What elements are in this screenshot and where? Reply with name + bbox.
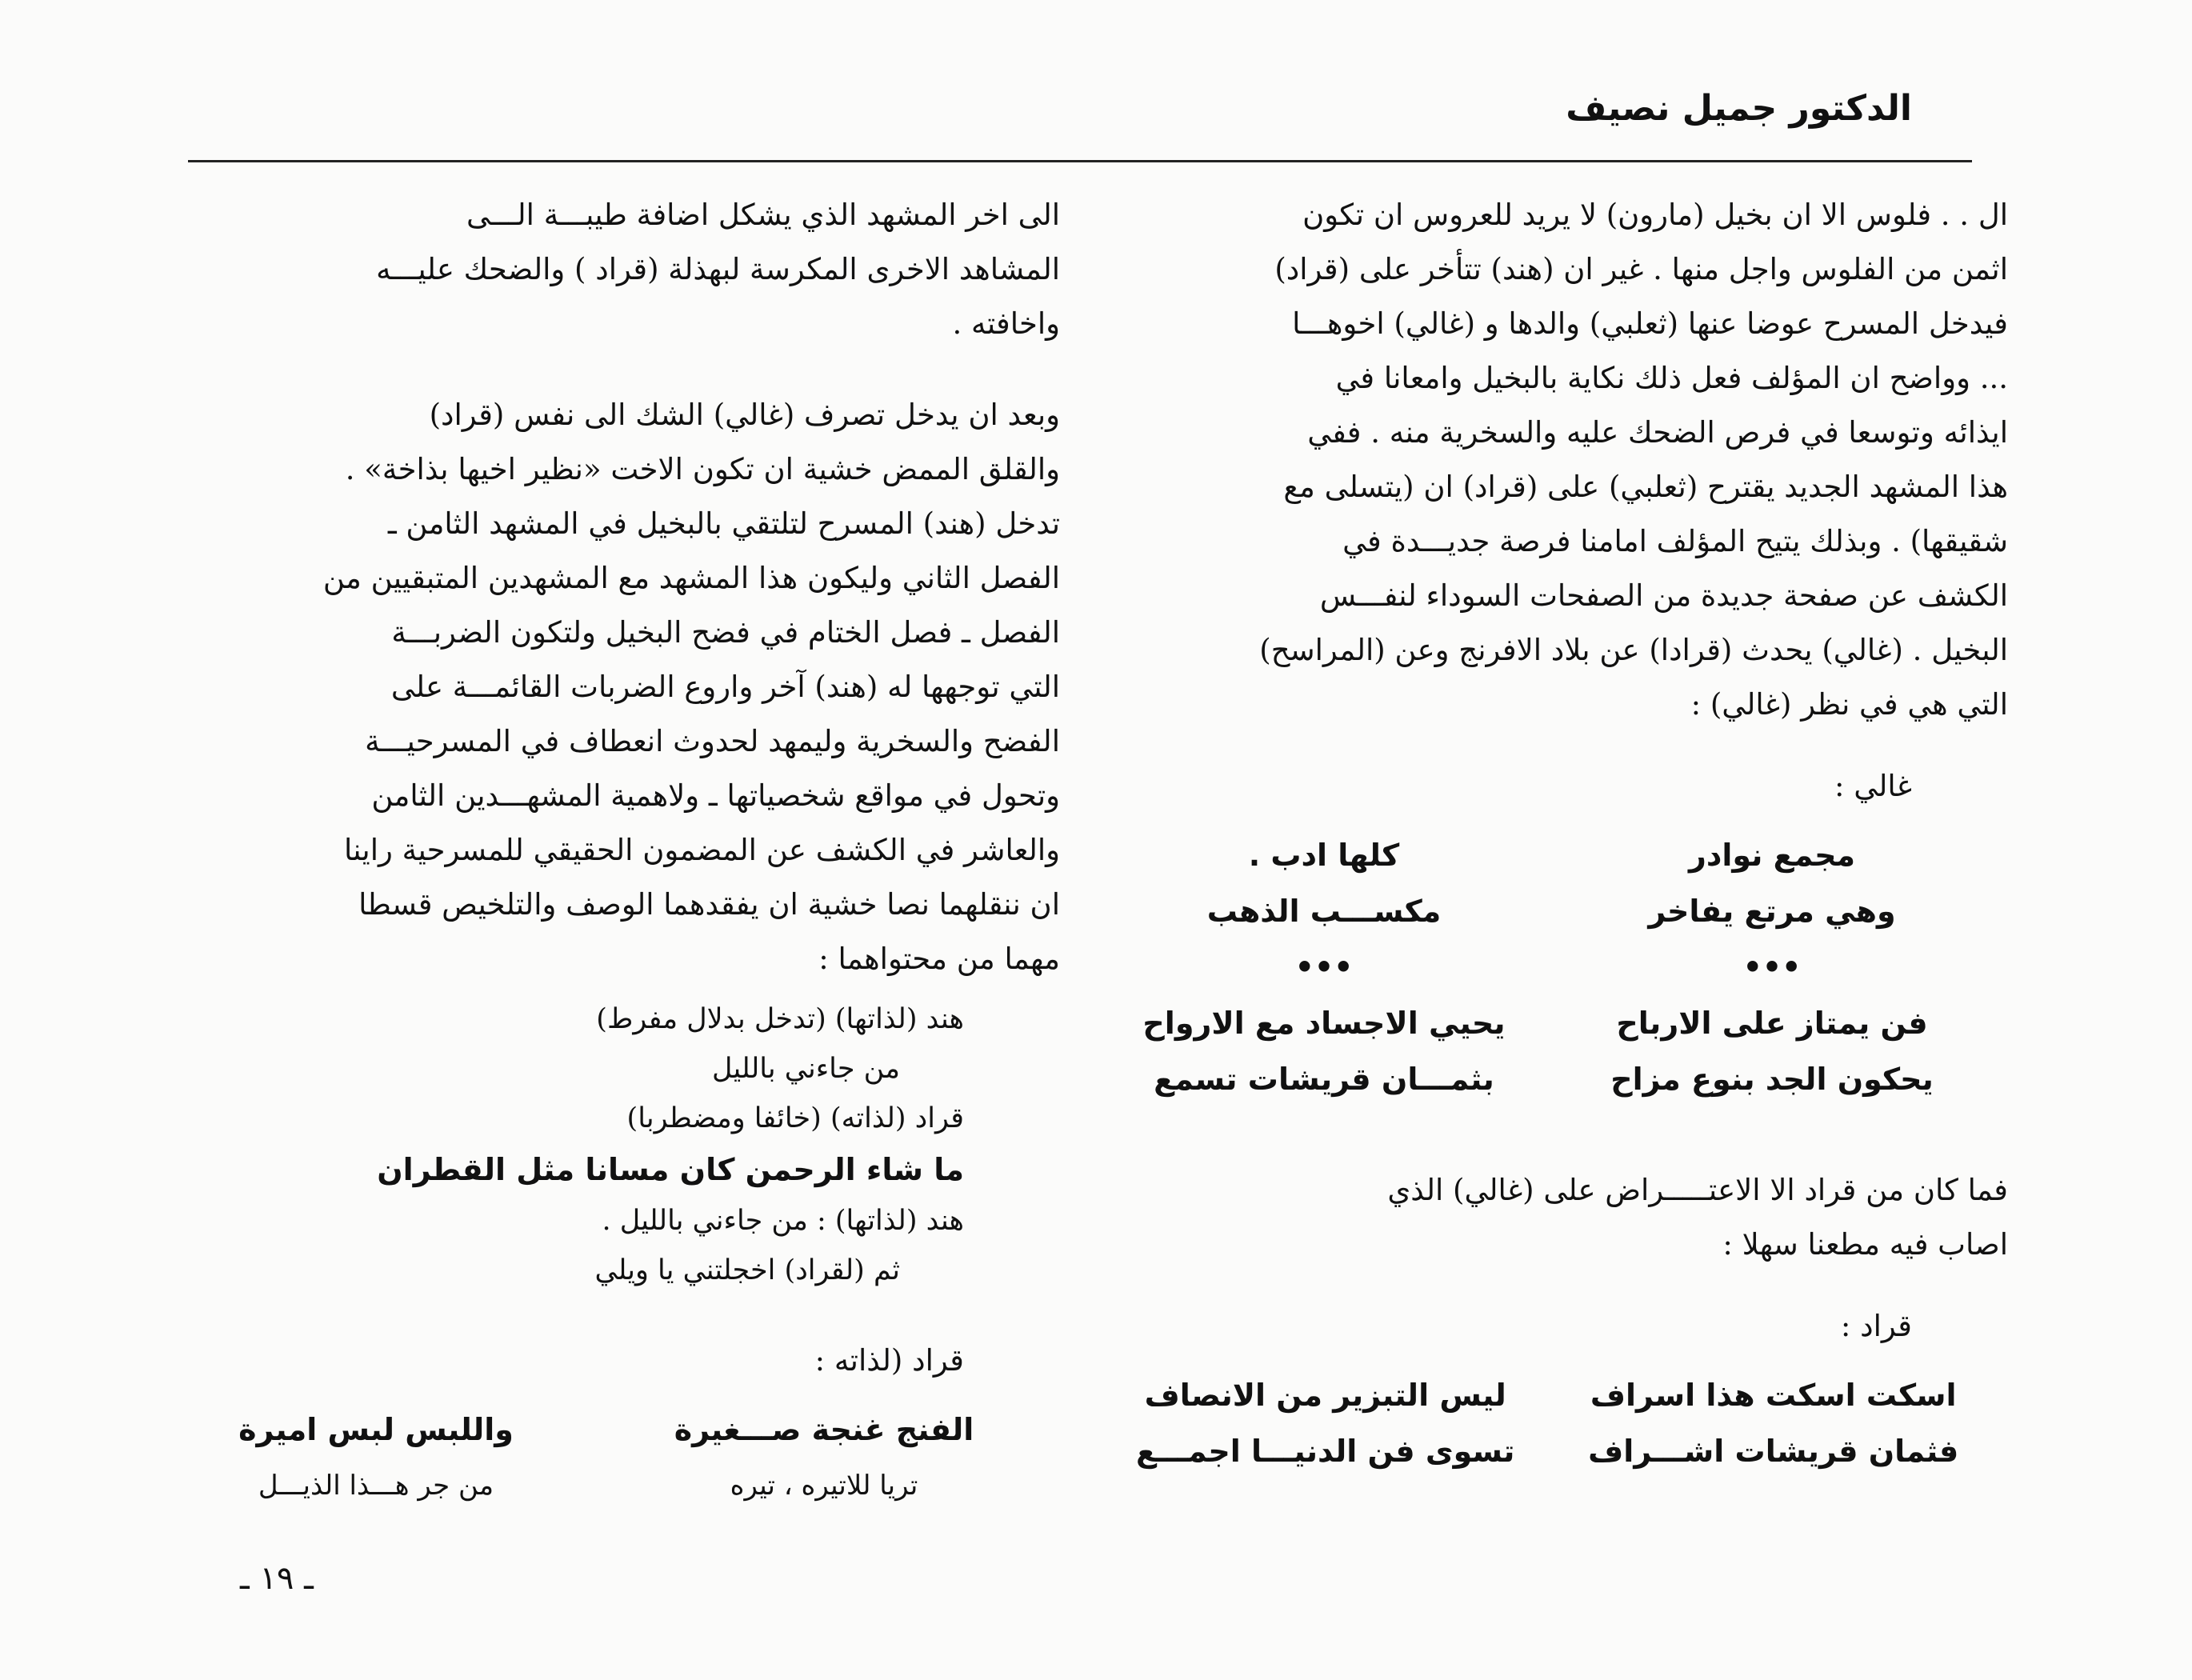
- bold-verse-line: ما شاء الرحمن كان مسانا مثل القطران: [377, 1152, 964, 1187]
- text-line: واخافته .: [952, 306, 1060, 341]
- verse-line: بثمـــان قريشات تسمع: [1154, 1062, 1494, 1097]
- text-line: وبعد ان يدخل تصرف (غالي) الشك الى نفس (قراد): [429, 398, 1060, 432]
- dialogue-line: قراد (لذاته) (خائفا ومضطربا): [626, 1102, 964, 1134]
- text-line: فما كان من قراد الا الاعتـــــراض على (غالي) الذي: [1387, 1173, 2008, 1207]
- left-column: [188, 188, 1060, 1514]
- text-line: اصاب فيه مطعنا سهلا :: [1722, 1227, 2008, 1262]
- right-paragraph-1: [1136, 188, 2008, 732]
- text-line: والعاشر في الكشف عن المضمون الحقيقي للمسرحية راينا: [343, 833, 1060, 867]
- text-line: ال . . فلوس الا ان بخيل (مارون) لا يريد للعروس ان تكون: [1302, 198, 2008, 232]
- left-paragraph-2: [188, 388, 1060, 986]
- text-line: اثمن من الفلوس واجل منها . غير ان (هند) تتأخر على (قراد): [1274, 252, 2008, 286]
- text-line: ان ننقلهما نصا خشية ان يفقدهما الوصف والتلخيص قسطا: [358, 887, 1060, 922]
- verse-line: تسوى فن الدنيـــا اجمـــع: [1136, 1434, 1515, 1469]
- text-line: تدخل (هند) المسرح لتلتقي بالبخيل في المشهد الثامن ـ: [387, 506, 1060, 541]
- text-line: هذا المشهد الجديد يقترح (ثعلبي) على (قراد) ان (يتسلى مع: [1283, 470, 2008, 504]
- dialogue-line: ثم (لقراد) اخجلتني يا ويلي: [594, 1254, 900, 1286]
- text-line: التي هي في نظر (غالي) :: [1690, 687, 2008, 722]
- dialogue-block-1: [188, 994, 964, 1143]
- verse-line: يحيي الاجساد مع الارواح: [1142, 1006, 1506, 1041]
- verse-line: الفنج غنجة صـــغيرة: [674, 1412, 974, 1447]
- left-paragraph-1: [188, 188, 1060, 351]
- speaker-label: غالي :: [1834, 769, 1912, 803]
- text-line: شقيقها) . وبذلك يتيح المؤلف امامنا فرصة جديـــدة في: [1342, 524, 2008, 558]
- text-line: ايذائه وتوسعا في فرص الضحك عليه والسخرية منه . ففي: [1307, 415, 2008, 450]
- verse-line: تريا للاتيره ، تيره: [730, 1470, 918, 1502]
- right-column: [1136, 188, 2008, 1479]
- verse-line: فن يمتاز على الارباح: [1616, 1006, 1928, 1041]
- text-line: وتحول في مواقع شخصياتها ـ ولاهمية المشهـــدين الثامن: [371, 778, 1060, 813]
- verse-line: من جر هـــذا الذيـــل: [258, 1470, 494, 1502]
- verse-line: فثمان قريشات اشـــراف: [1588, 1434, 1959, 1469]
- verse-line: اسكت اسكت هذا اسراف: [1590, 1378, 1957, 1413]
- verse-line: وهي مرتع يفاخر: [1648, 894, 1896, 929]
- text-line: البخيل . (غالي) يحدث (قرادا) عن بلاد الافرنج وعن (المراسح): [1259, 633, 2008, 667]
- text-line: ... وواضح ان المؤلف فعل ذلك نكاية بالبخيل وامعانا في: [1335, 361, 2008, 395]
- verse-line: مجمع نوادر: [1688, 838, 1856, 873]
- dialogue-line: هند (لذاتها) (تدخل بدلال مفرط): [596, 1003, 964, 1035]
- text-line: المشاهد الاخرى المكرسة لبهذلة (قراد ) والضحك عليـــه: [376, 252, 1060, 286]
- page-number: ـ ١٩ ـ: [240, 1560, 314, 1597]
- verse-line: واللبس لبس اميرة: [238, 1412, 514, 1447]
- verse-line: يحكون الجد بنوع مزاح: [1610, 1062, 1934, 1097]
- verse-block-3: [188, 1402, 1012, 1514]
- text-line: الى اخر المشهد الذي يشكل اضافة طيبـــة الـــى: [466, 198, 1060, 232]
- dialogue-line: هند (لذاتها) : من جاءني بالليل .: [602, 1205, 964, 1237]
- speaker-label: قراد :: [1840, 1309, 1912, 1343]
- header-rule: [188, 160, 1972, 162]
- dialogue-block-2: [188, 1196, 964, 1295]
- text-line: الفصل ـ فصل الختام في فضح البخيل ولتكون الضربـــة: [391, 615, 1060, 650]
- text-line: والقلق الممض خشية ان تكون الاخت «نظير اخيها بذاخة» .: [345, 452, 1060, 486]
- verse-line: مكســـب الذهب: [1206, 894, 1442, 929]
- verse-separator: •••: [1742, 950, 1802, 985]
- verse-line: ليس التبزير من الانصاف: [1144, 1378, 1506, 1413]
- running-header: الدكتور جميل نصيف: [1566, 88, 1912, 129]
- text-line: الكشف عن صفحة جديدة من الصفحات السوداء لنفـــس: [1319, 578, 2008, 613]
- text-line: الفصل الثاني وليكون هذا المشهد مع المشهدين المتبقيين من: [322, 561, 1060, 595]
- text-line: فيدخل المسرح عوضا عنها (ثعلبي) والدها و (غالي) اخوهـــا: [1292, 306, 2008, 341]
- right-paragraph-2: [1136, 1163, 2008, 1272]
- dialogue-line: من جاءني بالليل: [711, 1053, 900, 1085]
- text-line: التي توجهها له (هند) آخر واروع الضربات القائمـــة على: [390, 670, 1060, 704]
- verse-line: كلها ادب .: [1248, 838, 1400, 873]
- verse-separator: •••: [1294, 950, 1354, 985]
- speaker-label: قراد (لذاته :: [814, 1343, 964, 1378]
- text-line: الفضح والسخرية وليمهد لحدوث انعطاف في المسرحيـــة: [365, 724, 1060, 758]
- text-line: مهما من محتواهما :: [818, 942, 1060, 976]
- verse-block-1: [1136, 827, 1960, 1107]
- verse-block-2: [1136, 1367, 1960, 1479]
